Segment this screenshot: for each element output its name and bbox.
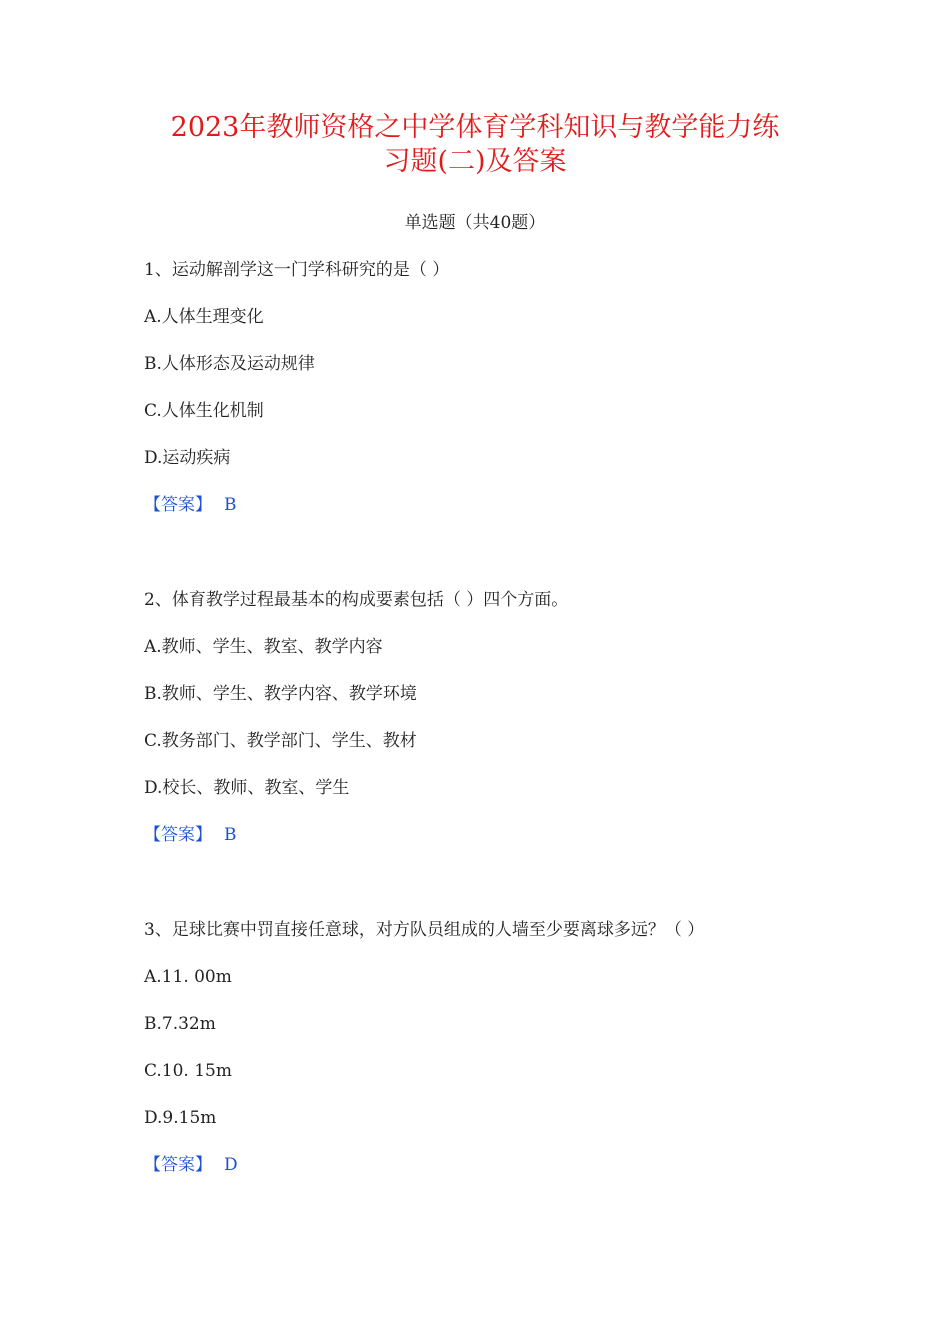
question-1-option-a: A.人体生理变化 (144, 307, 264, 327)
question-1-option-d: D.运动疾病 (144, 448, 231, 468)
question-1-option-b: B.人体形态及运动规律 (144, 354, 315, 374)
answer-value: D (224, 1155, 238, 1175)
document-title-line-1: 2023年教师资格之中学体育学科知识与教学能力练 (170, 112, 780, 143)
question-3-answer (144, 1152, 238, 1178)
question-3-option-b: B.7.32m (144, 1014, 216, 1034)
document-title-line-2: 习题(二)及答案 (383, 146, 567, 177)
question-2-answer (144, 822, 237, 848)
answer-tag: 【答案】 (144, 495, 212, 515)
answer-value: B (224, 495, 237, 515)
question-3-option-d: D.9.15m (144, 1108, 217, 1128)
question-2-option-c: C.教务部门、教学部门、学生、教材 (144, 731, 417, 751)
question-3-option-c: C.10. 15m (144, 1061, 232, 1081)
question-2-option-a: A.教师、学生、教室、教学内容 (144, 637, 383, 657)
answer-tag: 【答案】 (144, 825, 212, 845)
answer-value: B (224, 825, 237, 845)
question-1-option-c: C.人体生化机制 (144, 401, 264, 421)
question-2-option-b: B.教师、学生、教学内容、教学环境 (144, 684, 417, 704)
answer-tag: 【答案】 (144, 1155, 212, 1175)
question-2-stem: 2、体育教学过程最基本的构成要素包括（ ）四个方面。 (144, 590, 569, 610)
question-3-option-a: A.11. 00m (144, 967, 232, 987)
question-1-stem: 1、运动解剖学这一门学科研究的是（ ） (144, 260, 450, 280)
question-3-stem: 3、足球比赛中罚直接任意球，对方队员组成的人墙至少要离球多远？（ ） (144, 920, 705, 940)
question-1-answer (144, 492, 237, 518)
section-heading: 单选题（共40题） (404, 213, 546, 233)
question-2-option-d: D.校长、教师、教室、学生 (144, 778, 350, 798)
